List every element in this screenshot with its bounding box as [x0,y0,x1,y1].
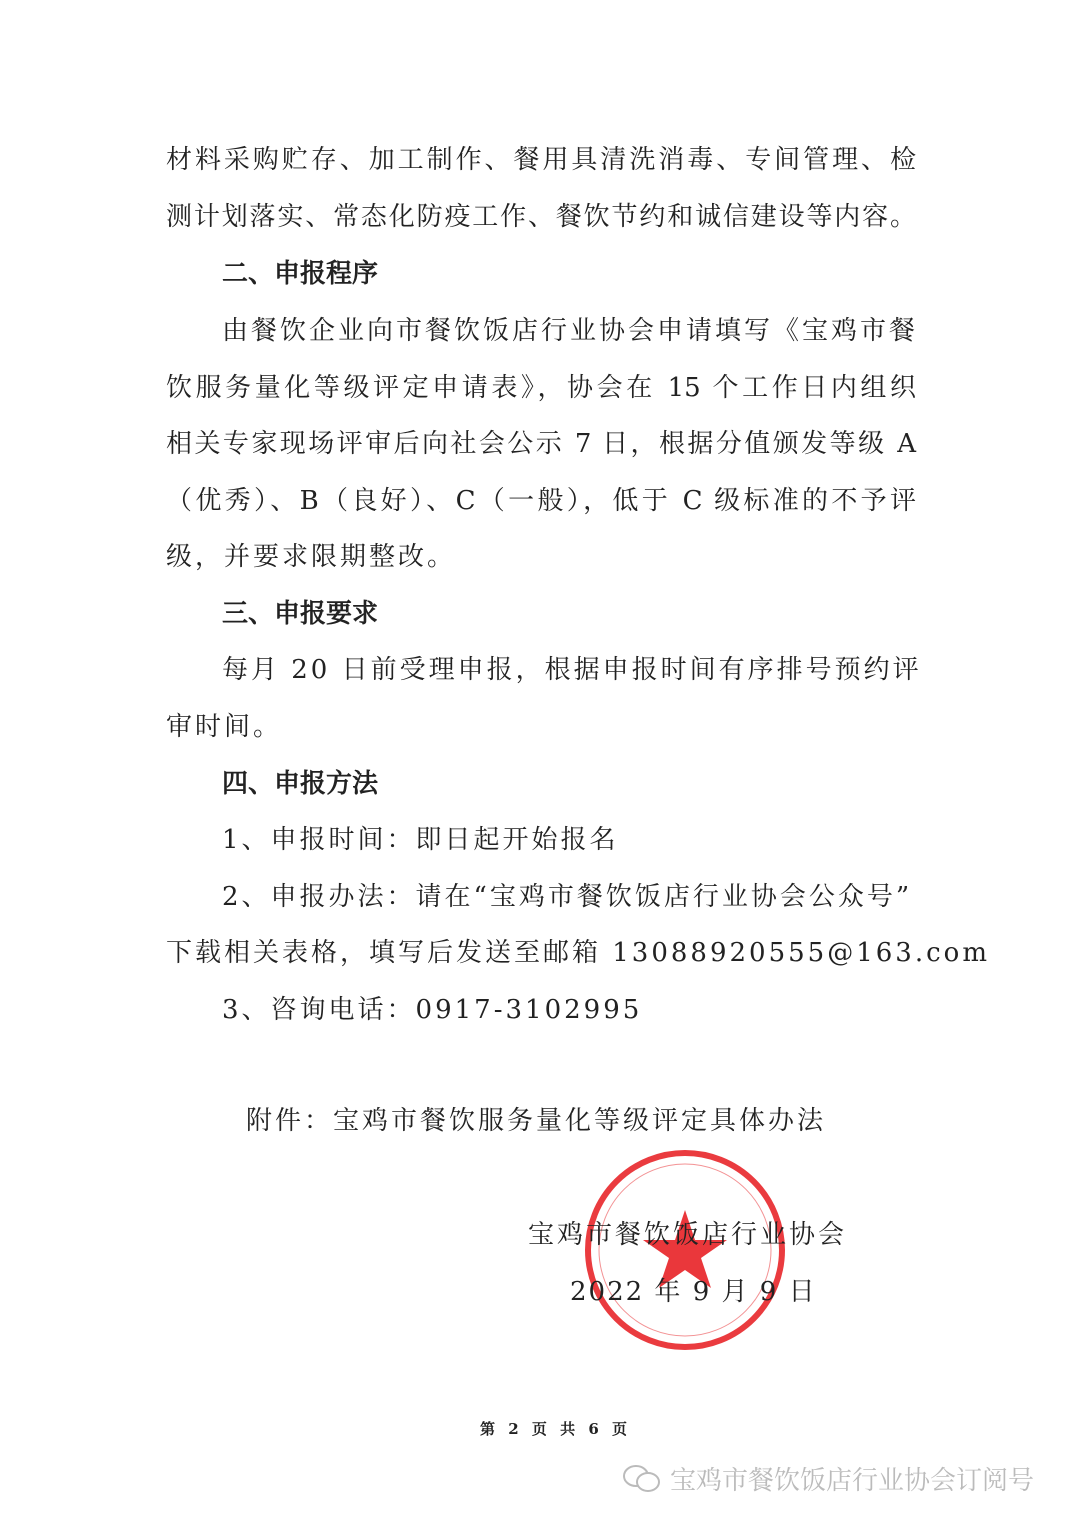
paragraph-line: 饮服务量化等级评定申请表》，协会在 15 个工作日内组织 [166,373,916,403]
signature-date: 2022 年 9 月 9 日 [570,1277,817,1307]
paragraph-line: 下载相关表格，填写后发送至邮箱 13088920555@163.com [166,938,990,968]
paragraph-line: （优秀）、B（良好）、C（一般），低于 C 级标准的不予评 [166,486,916,516]
page-number-footer: 第 2 页 共 6 页 [480,1420,631,1438]
paragraph-line: 由餐饮企业向市餐饮饭店行业协会申请填写《宝鸡市餐 [222,316,919,346]
paragraph-line: 每月 20 日前受理申报，根据申报时间有序排号预约评 [222,655,922,685]
section-heading: 四、申报方法 [222,769,379,799]
paragraph-line: 1、申报时间：即日起开始报名 [222,825,619,855]
signature-org: 宝鸡市餐饮饭店行业协会 [528,1220,848,1250]
paragraph-line: 测计划落实、常态化防疫工作、餐饮节约和诚信建设等内容。 [166,202,916,232]
section-heading: 三、申报要求 [222,599,379,629]
paragraph-line: 3、咨询电话：0917-3102995 [222,995,643,1025]
wechat-watermark [622,1460,1034,1497]
section-heading: 二、申报程序 [222,259,379,289]
wechat-icon [622,1464,662,1494]
paragraph-line: 级，并要求限期整改。 [166,542,457,572]
attachment-note: 附件：宝鸡市餐饮服务量化等级评定具体办法 [246,1106,827,1136]
paragraph-line: 2、申报办法：请在“宝鸡市餐饮饭店行业协会公众号” [222,882,913,912]
watermark-text: 宝鸡市餐饮饭店行业协会订阅号 [670,1466,1035,1496]
paragraph-line: 审时间。 [166,712,283,742]
paragraph-line: 材料采购贮存、加工制作、餐用具清洗消毒、专间管理、检 [166,145,916,175]
paragraph-line: 相关专家现场评审后向社会公示 7 日，根据分值颁发等级 A [166,429,916,459]
